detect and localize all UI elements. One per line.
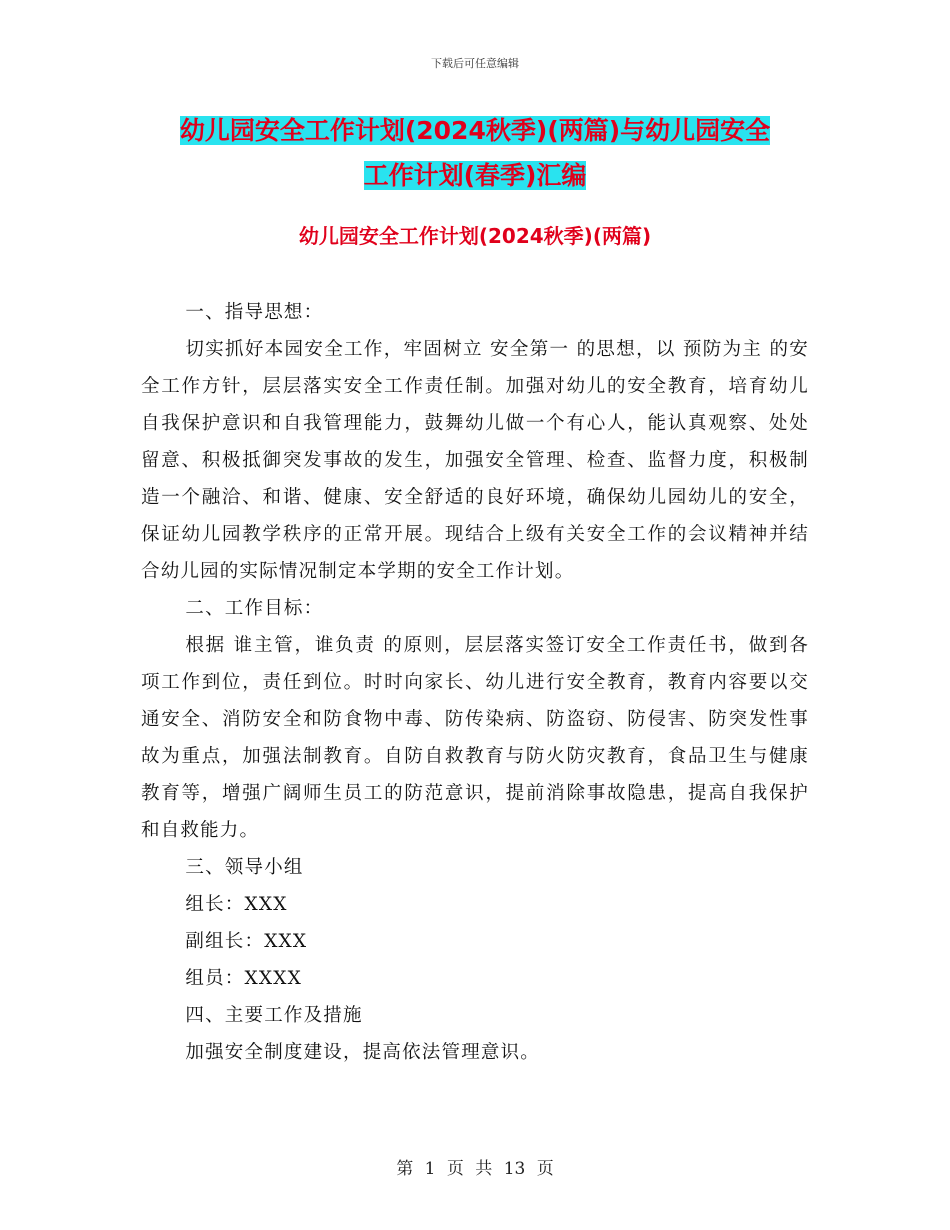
heading-main-work: 四、主要工作及措施 xyxy=(185,1005,363,1026)
header-note: 下载后可任意编辑 xyxy=(431,57,519,70)
page-footer: 第 1 页 共 13 页 xyxy=(396,1159,554,1179)
main-title-line-1: 幼儿园安全工作计划(2024秋季)(两篇)与幼儿园安全 xyxy=(179,116,771,145)
deputy-leader-line: 副组长：XXX xyxy=(185,931,308,952)
leader-line: 组长：XXX xyxy=(185,894,288,915)
section-title: 幼儿园安全工作计划(2024秋季)(两篇) xyxy=(298,224,652,248)
document-body xyxy=(141,294,809,1071)
heading-guiding-ideology: 一、指导思想： xyxy=(185,302,324,323)
main-title-line-2: 工作计划(春季)汇编 xyxy=(363,161,587,190)
paragraph-guiding-ideology: 切实抓好本园安全工作，牢固树立 安全第一 的思想，以 预防为主 的安全工作方针，层层落实安全工作责任制。加强对幼儿的安全教育，培育幼儿自我保护意识和自我管理能力，鼓舞幼儿做一个有心人，能认真观察、处处留意、积极抵御突发事故的发生，加强安全管理、检查、监督力度，积极制造一个融洽、和谐、健康、安全舒适的良好环境，确保幼儿园幼儿的安全，保证幼儿园教学秩序的正常开展。现结合上级有关安全工作的会议精神并结合幼儿园的实际情况制定本学期的安全工作计划。 xyxy=(141,339,809,582)
main-title xyxy=(0,108,950,198)
paragraph-work-goals: 根据 谁主管，谁负责 的原则，层层落实签订安全工作责任书，做到各项工作到位，责任到位。时时向家长、幼儿进行安全教育，教育内容要以交通安全、消防安全和防食物中毒、防传染病、防盗窃、防侵害、防突发性事故为重点，加强法制教育。自防自救教育与防火防灾教育，食品卫生与健康教育等，增强广阔师生员工的防范意识，提前消除事故隐患，提高自我保护和自救能力。 xyxy=(141,635,809,841)
heading-leadership-group: 三、领导小组 xyxy=(185,857,304,878)
heading-work-goals: 二、工作目标： xyxy=(185,598,324,619)
members-line: 组员：XXXX xyxy=(185,968,302,989)
paragraph-main-work: 加强安全制度建设，提高依法管理意识。 xyxy=(185,1042,540,1063)
